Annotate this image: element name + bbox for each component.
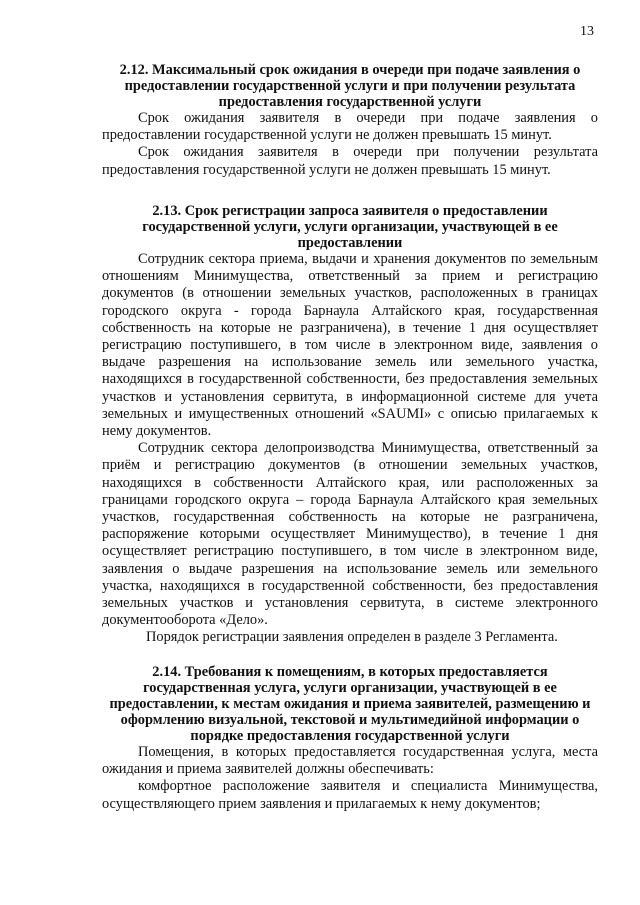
section-2-14-paragraph-2: комфортное расположение заявителя и специалиста Минимущества, осуществляющего прием заявления и прилагаемых к нему документов; [102,778,598,812]
section-2-13-paragraph-3: Порядок регистрации заявления определен в разделе 3 Регламента. [146,629,558,646]
section-2-13-heading: 2.13. Срок регистрации запроса заявителя о предоставлении государственной услуги, услуги организации, участвующей в ее предоставлении [142,203,558,251]
page-number: 13 [580,24,594,39]
section-2-13 [102,203,598,647]
section-2-14-paragraph-1: Помещения, в которых предоставляется государственная услуга, места ожидания и приема заявителей должны обеспечивать: [102,744,598,778]
section-2-14 [102,664,598,813]
section-2-13-paragraph-2: Сотрудник сектора делопроизводства Минимущества, ответственный за приём и регистрацию документов (в отношении земельных участков, находящихся в собственности Алтайского края, или расположенных за границами городского округа – города Барнаула Алтайского края земельных участков, государственная собственность на которые не разграничена, распоряжение которыми осуществляет Минимущество), в течение 1 дня осуществляет регистрацию поступившего, в том числе в электронном виде, заявления о выдаче разрешения на использование земель или земельного участка, находящихся в государственной собственности, без предоставления земельных участков и установления сервитута, в системе электронного документооборота «Дело». [102,440,598,629]
section-2-12-paragraph-2: Срок ожидания заявителя в очереди при получении результата предоставления государственной услуги не должен превышать 15 минут. [102,144,598,178]
section-2-12-heading: 2.12. Максимальный срок ожидания в очереди при подаче заявления о предоставлении государственной услуги и при получении результата предоставления государственной услуги [119,62,581,110]
section-2-12 [102,62,598,179]
section-2-13-paragraph-1: Сотрудник сектора приема, выдачи и хранения документов по земельным отношениям Минимущества, ответственный за прием и регистрацию документов (в отношении земельных участков, расположенных в границах городского округа - города Барнаула Алтайского края, государственная собственность на которые не разграничена), в течение 1 дня осуществляет регистрацию поступившего, в том числе в электронном виде, заявления о выдаче разрешения на использование земель или земельного участка, находящихся в государственной собственности, без предоставления земельных участков и установления сервитута, в информационной системе для учета земельных и имущественных отношений «SAUMI» с описью прилагаемых к нему документов. [102,251,598,440]
section-2-12-paragraph-1: Срок ожидания заявителя в очереди при подаче заявления о предоставлении государственной услуги не должен превышать 15 минут. [102,110,598,144]
section-2-14-heading: 2.14. Требования к помещениям, в которых предоставляется государственная услуга, услуги организации, участвующей в ее предоставлении, к местам ожидания и приема заявителей, размещению и оформлению визуальной, текстовой и мультимедийной информации о порядке предоставления государственной услуги [109,664,591,744]
